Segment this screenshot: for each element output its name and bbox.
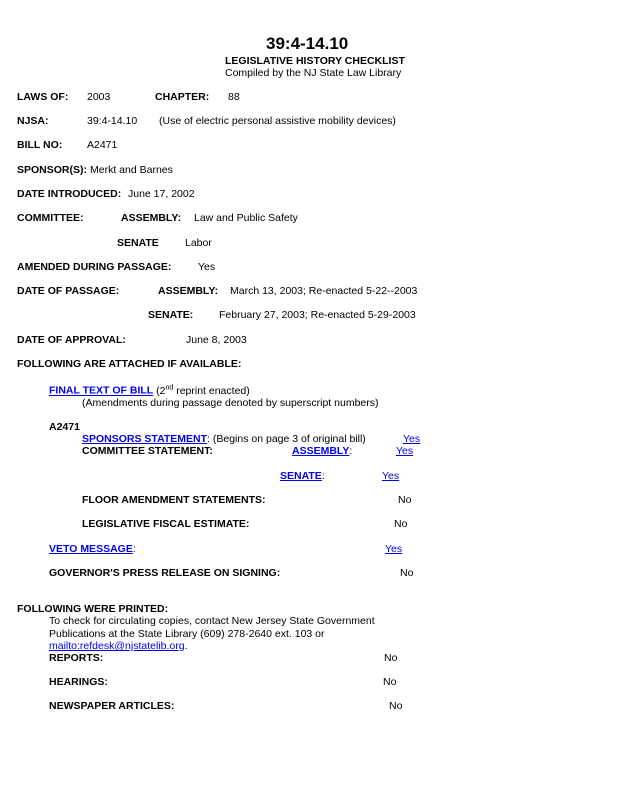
sponsors-statement-link[interactable]: SPONSORS STATEMENT xyxy=(82,433,208,445)
bill-no-label: BILL NO: xyxy=(17,139,63,151)
amended-value: Yes xyxy=(198,261,216,273)
newspaper-value: No xyxy=(389,700,403,712)
press-release-value: No xyxy=(400,567,414,579)
date-introduced-label: DATE INTRODUCED: xyxy=(17,188,122,200)
sponsors-statement-row xyxy=(82,433,366,446)
veto-row: VETO MESSAGE: xyxy=(49,543,136,555)
final-text-note: (2nd reprint enacted) xyxy=(156,384,250,397)
fiscal-estimate-label: LEGISLATIVE FISCAL ESTIMATE: xyxy=(82,518,250,530)
chapter-value: 88 xyxy=(228,91,240,103)
printed-note-line2: Publications at the State Library (609) 278-2640 ext. 103 or xyxy=(49,628,325,640)
compiled-by: Compiled by the NJ State Law Library xyxy=(225,67,402,79)
committee-statement-label: COMMITTEE STATEMENT: xyxy=(82,445,213,457)
floor-amendment-value: No xyxy=(398,494,412,506)
bill-no-value: A2471 xyxy=(87,139,118,151)
committee-assembly-link[interactable]: ASSEMBLY xyxy=(292,445,350,457)
committee-statement-senate: SENATE: xyxy=(280,470,325,482)
njsa-value: 39:4-14.10 xyxy=(87,115,138,127)
passage-senate-value: February 27, 2003; Re-enacted 5-29-2003 xyxy=(219,309,416,321)
email-row: mailto:refdesk@njstatelib.org. xyxy=(49,640,188,652)
date-of-approval-value: June 8, 2003 xyxy=(186,334,247,346)
amended-label: AMENDED DURING PASSAGE: xyxy=(17,261,172,273)
date-of-passage-label: DATE OF PASSAGE: xyxy=(17,285,120,297)
veto-message-value[interactable]: Yes xyxy=(385,543,403,555)
final-text-row xyxy=(49,384,250,397)
sponsors-statement-value[interactable]: Yes xyxy=(403,433,421,445)
email-link[interactable]: mailto:refdesk@njstatelib.org xyxy=(49,640,185,652)
passage-assembly-label: ASSEMBLY: xyxy=(158,285,219,297)
sponsors-value: Merkt and Barnes xyxy=(90,164,173,176)
njsa-description: (Use of electric personal assistive mobility devices) xyxy=(159,115,396,127)
committee-assembly-value: Law and Public Safety xyxy=(194,212,298,224)
page-subtitle: LEGISLATIVE HISTORY CHECKLIST xyxy=(225,55,405,67)
printed-note-line1: To check for circulating copies, contact New Jersey State Government xyxy=(49,615,375,627)
passage-assembly-value: March 13, 2003; Re-enacted 5-22--2003 xyxy=(230,285,418,297)
chapter-label: CHAPTER: xyxy=(155,91,210,103)
hearings-label: HEARINGS: xyxy=(49,676,108,688)
committee-statement-assembly: ASSEMBLY: xyxy=(292,445,353,457)
page-title: 39:4-14.10 xyxy=(266,34,349,53)
reports-label: REPORTS: xyxy=(49,652,104,664)
sponsors-statement-note: : (Begins on page 3 of original bill) xyxy=(207,433,366,445)
final-text-link[interactable]: FINAL TEXT OF BILL xyxy=(49,384,154,397)
committee-senate-value[interactable]: Yes xyxy=(382,470,400,482)
amendments-note: (Amendments during passage denoted by superscript numbers) xyxy=(82,397,379,409)
laws-of-label: LAWS OF: xyxy=(17,91,69,103)
committee-senate-label: SENATE xyxy=(117,237,159,249)
committee-senate-value: Labor xyxy=(185,237,212,249)
press-release-label: GOVERNOR'S PRESS RELEASE ON SIGNING: xyxy=(49,567,281,579)
veto-message-link[interactable]: VETO MESSAGE xyxy=(49,543,133,555)
committee-label: COMMITTEE: xyxy=(17,212,84,224)
attached-bill-label: A2471 xyxy=(49,421,80,433)
committee-senate-link[interactable]: SENATE xyxy=(280,470,322,482)
printed-heading: FOLLOWING WERE PRINTED: xyxy=(17,603,169,615)
committee-assembly-label: ASSEMBLY: xyxy=(121,212,182,224)
hearings-value: No xyxy=(383,676,397,688)
attached-heading: FOLLOWING ARE ATTACHED IF AVAILABLE: xyxy=(17,358,242,370)
newspaper-label: NEWSPAPER ARTICLES: xyxy=(49,700,175,712)
passage-senate-label: SENATE: xyxy=(148,309,194,321)
date-introduced-value: June 17, 2002 xyxy=(128,188,195,200)
njsa-label: NJSA: xyxy=(17,115,49,127)
date-of-approval-label: DATE OF APPROVAL: xyxy=(17,334,126,346)
fiscal-estimate-value: No xyxy=(394,518,408,530)
sponsors-label: SPONSOR(S): xyxy=(17,164,88,176)
reports-value: No xyxy=(384,652,398,664)
committee-assembly-value[interactable]: Yes xyxy=(396,445,414,457)
floor-amendment-label: FLOOR AMENDMENT STATEMENTS: xyxy=(82,494,266,506)
laws-of-value: 2003 xyxy=(87,91,111,103)
